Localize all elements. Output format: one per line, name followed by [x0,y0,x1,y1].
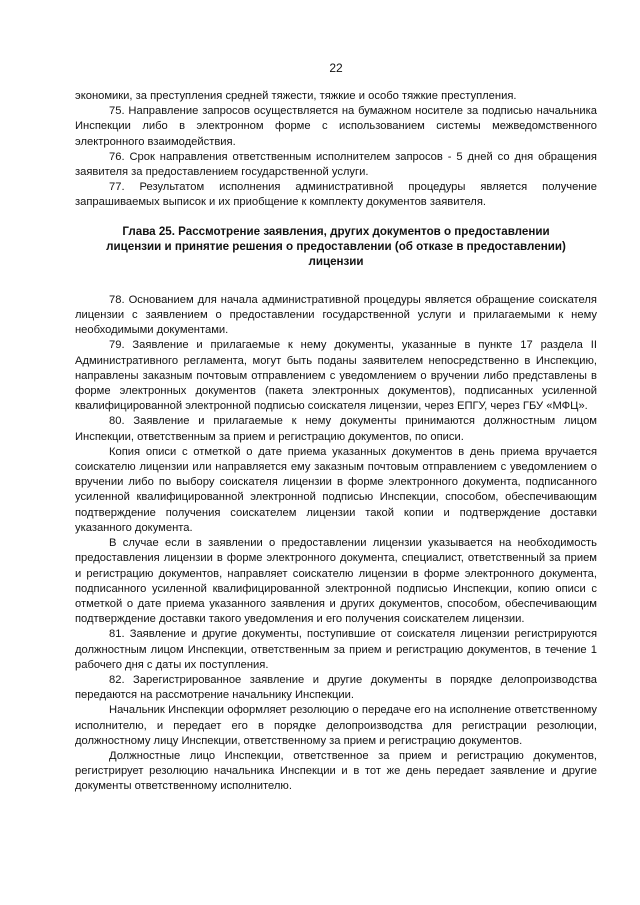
paragraph-81: 81. Заявление и другие документы, поступившие от соискателя лицензии регистрируются должностным лицом Инспекции, ответственным за прием и регистрацию документов, в течение 1 рабочего дня с даты их поступления. [75,628,597,671]
paragraph-77: 77. Результатом исполнения административной процедуры является получение запрашиваемых выписок и их приобщение к комплекту документов заявителя. [75,181,597,209]
paragraph-76: 76. Срок направления ответственным исполнителем запросов - 5 дней со дня обращения заявителя за предоставлением государственной услуги. [75,150,597,179]
paragraph-80: 80. Заявление и прилагаемые к нему документы принимаются должностным лицом Инспекции, ответственным за прием и регистрацию документов, по описи. [75,415,597,443]
paragraph-copy-of-inventory: Копия описи с отметкой о дате приема указанных документов в день приема вручается соискателю лицензии или направляется ему заказным почтовым отправлением с уведомлением о вручении либо по выбору соискателя лицензии в форме электронного документа, подписанного усиленной квалифицированной электронной подписью Инспекции, способом, обеспечивающим подтверждение получения соискателем лицензии такой копии и подтверждение доставки указанного документа. [75,445,597,534]
paragraph-head-resolution: Начальник Инспекции оформляет резолюцию о передаче его на исполнение ответственному исполнителю, и передает его в порядке делопроизводства для регистрации резолюции, должностному лицу Инспекции, ответственному за прием и регистрацию документов. [75,704,597,747]
paragraph-78: 78. Основанием для начала административной процедуры является обращение соискателя лицензии с заявлением о предоставлении государственной услуги и прилагаемыми к нему необходимыми документами. [75,293,597,337]
paragraph-continuation: экономики, за преступления средней тяжести, тяжкие и особо тяжкие преступления. [75,90,517,102]
page-number: 22 [329,61,343,75]
paragraph-79: 79. Заявление и прилагаемые к нему документы, указанные в пункте 17 раздела II Административного регламента, могут быть поданы заявителем непосредственно в Инспекцию, направлены заказным почтовым отправлением с уведомлением о вручении либо представлены в форме электронных документов (пакета электронных документов), подписанных усиленной квалифицированной электронной подписью соискателя лицензии, через ЕПГУ, через ГБУ «МФЦ». [75,339,597,413]
document-body [75,89,597,795]
paragraph-75: 75. Направление запросов осуществляется на бумажном носителе за подписью начальника Инспекции либо в электронном форме с использованием системы межведомственного электронного взаимодействия. [75,105,597,148]
paragraph-official-registers: Должностные лицо Инспекции, ответственное за прием и регистрацию документов, регистрирует резолюцию начальника Инспекции и в тот же день передает заявление и другие документы ответственному исполнителю. [75,749,597,793]
paragraph-82: 82. Зарегистрированное заявление и другие документы в порядке делопроизводства передаются на рассмотрение начальнику Инспекции. [75,673,597,702]
paragraph-electronic-form: В случае если в заявлении о предоставлении лицензии указывается на необходимость предоставления лицензии в форме электронного документа, специалист, ответственный за прием и регистрацию документов, направляет соискателю лицензии в форме электронного документа, подписанного усиленной квалифицированной электронной подписью Инспекции, копию описи с отметкой о дате приема указанного заявления и других документов, способом, обеспечивающим подтверждение доставки такого уведомления и его получения соискателем лицензии. [75,537,597,626]
chapter-title: Глава 25. Рассмотрение заявления, других документов о предоставлении лицензии и принятие решения о предоставлении (об отказе в предоставлении) лицензии [106,224,566,269]
